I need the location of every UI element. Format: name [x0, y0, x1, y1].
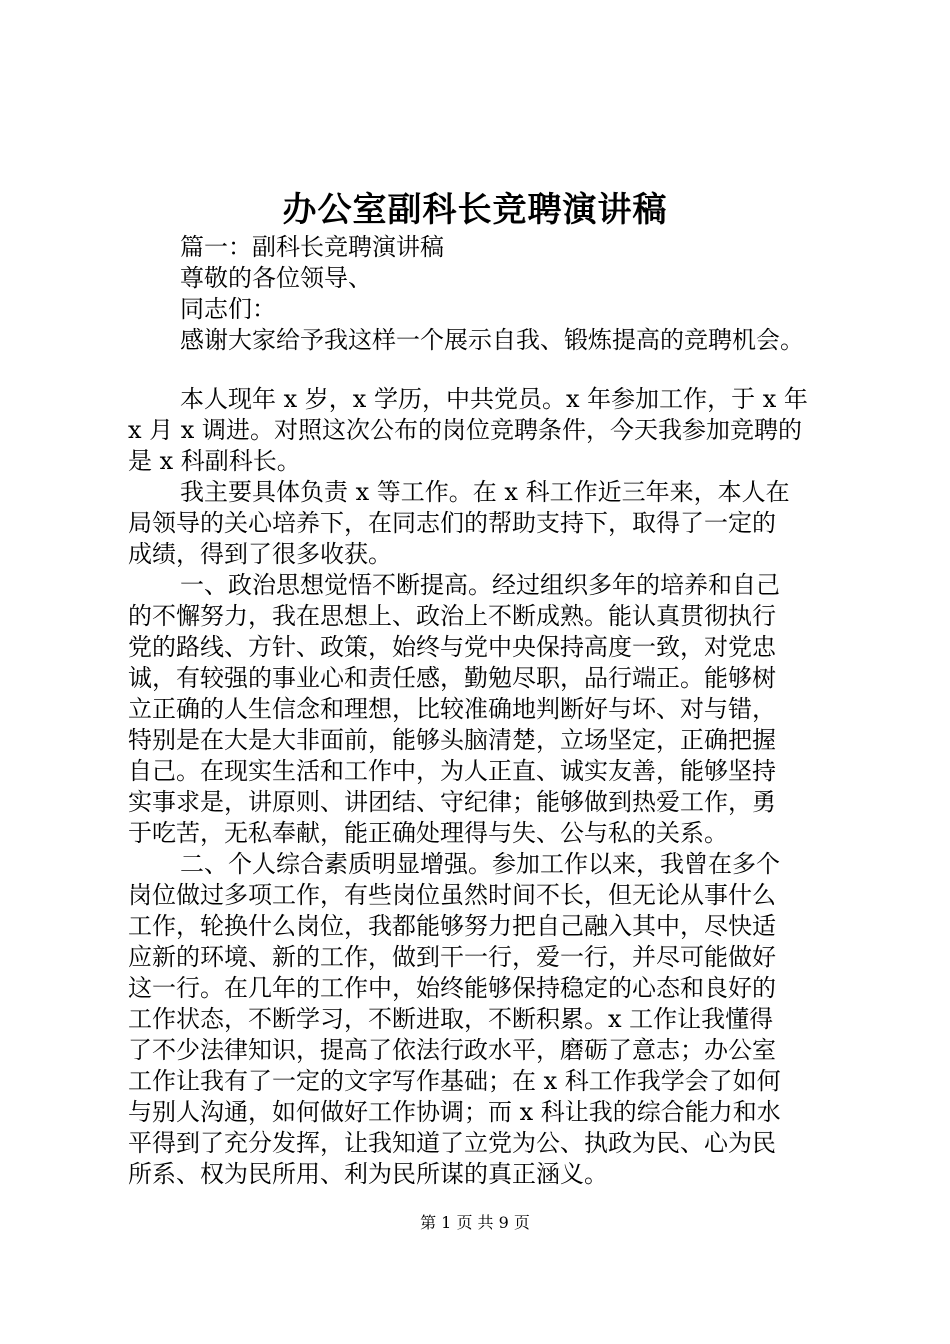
salutation-line: 尊敬的各位领导、	[180, 264, 372, 292]
paragraph-line: 感谢大家给予我这样一个展示自我、锻炼提高的竞聘机会。	[180, 326, 804, 354]
paragraph-line: 诚，有较强的事业心和责任感，勤勉尽职，品行端正。能够树	[128, 664, 776, 692]
paragraph-line: 应新的环境、新的工作，做到干一行，爱一行，并尽可能做好	[128, 943, 776, 971]
paragraph-line: 我主要具体负责 x 等工作。在 x 科工作近三年来，本人在	[180, 478, 790, 506]
paragraph-line: 自己。在现实生活和工作中，为人正直、诚实友善，能够坚持	[128, 757, 776, 785]
paragraph-line: 了不少法律知识，提高了依法行政水平，磨砺了意志；办公室	[128, 1036, 776, 1064]
paragraph-line: 二、个人综合素质明显增强。参加工作以来，我曾在多个	[180, 850, 780, 878]
paragraph-line: 立正确的人生信念和理想，比较准确地判断好与坏、对与错，	[128, 695, 776, 723]
paragraph-line: 与别人沟通，如何做好工作协调；而 x 科让我的综合能力和水	[128, 1098, 781, 1126]
paragraph-gap	[128, 356, 840, 384]
paragraph-line: 局领导的关心培养下，在同志们的帮助支持下，取得了一定的	[128, 509, 776, 537]
document-body	[128, 232, 840, 1190]
section-heading: 篇一：副科长竞聘演讲稿	[180, 233, 444, 261]
paragraph-line: 是 x 科副科长。	[128, 447, 301, 475]
paragraph-line: 工作，轮换什么岗位，我都能够努力把自己融入其中，尽快适	[128, 912, 776, 940]
paragraph-line: 一、政治思想觉悟不断提高。经过组织多年的培养和自己	[180, 571, 780, 599]
paragraph-line: 的不懈努力，我在思想上、政治上不断成熟。能认真贯彻执行	[128, 602, 776, 630]
paragraph-line: 特别是在大是大非面前，能够头脑清楚，立场坚定，正确把握	[128, 726, 776, 754]
paragraph-line: 本人现年 x 岁，x 学历，中共党员。x 年参加工作，于 x 年	[180, 385, 808, 413]
salutation-line: 同志们：	[180, 295, 276, 323]
paragraph-line: 工作让我有了一定的文字写作基础；在 x 科工作我学会了如何	[128, 1067, 781, 1095]
paragraph-line: 成绩，得到了很多收获。	[128, 540, 392, 568]
page-footer: 第 1 页 共 9 页	[420, 1213, 530, 1232]
paragraph-line: 这一行。在几年的工作中，始终能够保持稳定的心态和良好的	[128, 974, 776, 1002]
paragraph-line: x 月 x 调进。对照这次公布的岗位竞聘条件，今天我参加竞聘的	[128, 416, 802, 444]
paragraph-line: 工作状态，不断学习，不断进取，不断积累。x 工作让我懂得	[128, 1005, 774, 1033]
document-title: 办公室副科长竞聘演讲稿	[282, 190, 668, 230]
paragraph-line: 岗位做过多项工作，有些岗位虽然时间不长，但无论从事什么	[128, 881, 776, 909]
paragraph-line: 实事求是，讲原则、讲团结、守纪律；能够做到热爱工作，勇	[128, 788, 776, 816]
paragraph-line: 于吃苦，无私奉献，能正确处理得与失、公与私的关系。	[128, 819, 728, 847]
paragraph-line: 党的路线、方针、政策，始终与党中央保持高度一致，对党忠	[128, 633, 776, 661]
paragraph-line: 所系、权为民所用、利为民所谋的真正涵义。	[128, 1160, 608, 1188]
paragraph-line: 平得到了充分发挥，让我知道了立党为公、执政为民、心为民	[128, 1129, 776, 1157]
